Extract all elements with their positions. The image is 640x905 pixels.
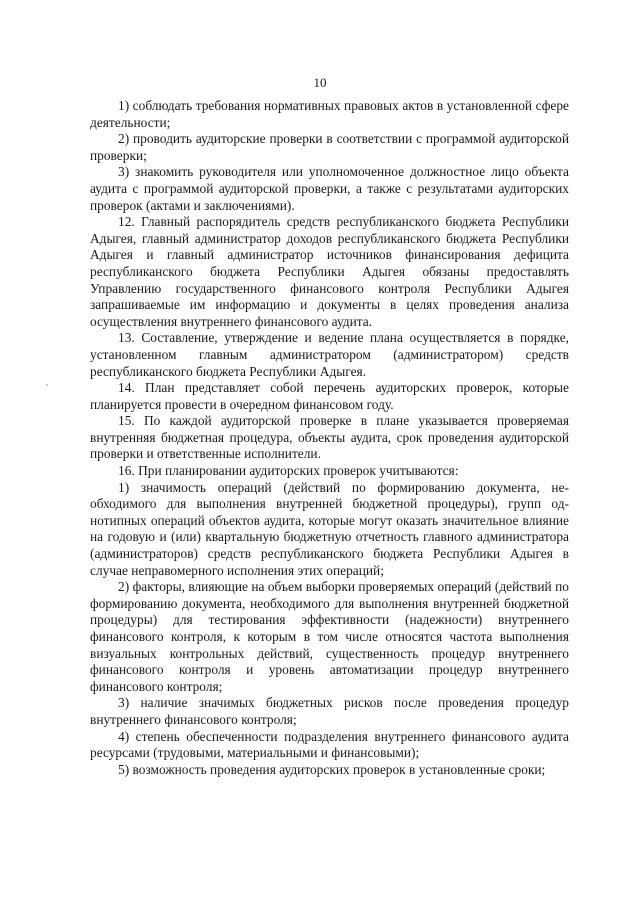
paragraph-factor-4: 4) степень обеспеченности подразделения внутреннего финансового аудита ресурсами (трудовыми, материальными и финансовыми); bbox=[90, 728, 569, 761]
paragraph-section-14: 14. План представляет собой перечень аудиторских проверок, которые планируется провести в очередном финансовом году. bbox=[90, 380, 569, 412]
paragraph-factor-1: 1) значимость операций (действий по формированию документа, необходимого для выполнения внутренней бюджетной процедуры), групп однотипных операций объектов аудита, которые могут оказать значительное влияние на годовую и (или) квартальную бюджетную отчетность главного администратора (администраторов) средств республиканского бюджета Республики Адыгея в случае неправомерного исполнения этих операций; bbox=[90, 479, 569, 578]
page-number: 10 bbox=[313, 75, 327, 90]
margin-speck bbox=[46, 384, 48, 386]
paragraph-section-13: 13. Составление, утверждение и ведение плана осуществляется в порядке, установленном главным администратором (администратором) средств республиканского бюджета Республики Адыгея. bbox=[90, 330, 569, 379]
paragraph-section-12: 12. Главный распорядитель средств республиканского бюджета Республики Адыгея, главный администратор доходов республиканского бюджета Республики Адыгея и главный администратор источников финансирования дефицита республиканского бюджета Республики Адыгея обязаны предоставлять Управлению государственного финансового контроля Республики Адыгея запрашиваемые им информацию и документы в целях проведения анализа осуществления внутреннего финансового аудита. bbox=[90, 214, 569, 329]
paragraph-factor-2: 2) факторы, влияющие на объем выборки проверяемых операций (действий по формированию документа, необходимого для выполнения внутренней бюджетной процедуры) для тестирования эффективности (надежности) внутреннего финансового контроля, к которым в том числе относятся частота выполнения визуальных контрольных действий, существенность процедур внутреннего финансового контроля и уровень автоматизации процедур внутреннего финансового контроля; bbox=[90, 579, 569, 694]
paragraph-factor-5: 5) возможность проведения аудиторских проверок в установленные сроки; bbox=[118, 761, 546, 777]
document-body bbox=[90, 98, 569, 778]
paragraph-duty-2: 2) проводить аудиторские проверки в соответствии с программой аудиторской проверки; bbox=[90, 131, 569, 163]
paragraph-duty-1: 1) соблюдать требования нормативных правовых актов в установленной сфере деятельности; bbox=[90, 98, 569, 130]
paragraph-section-16: 16. При планировании аудиторских проверок учитываются: bbox=[118, 463, 459, 479]
paragraph-section-15: 15. По каждой аудиторской проверке в плане указывается проверяемая внутренняя бюджетная процедура, объекты аудита, срок проведения аудиторской проверки и ответственные исполнители. bbox=[90, 413, 569, 462]
paragraph-duty-3: 3) знакомить руководителя или уполномоченное должностное лицо объекта аудита с программой аудиторской проверки, а также с результатами аудиторских проверок (актами и заключениями). bbox=[90, 164, 569, 213]
paragraph-factor-3: 3) наличие значимых бюджетных рисков после проведения процедур внутреннего финансового контроля; bbox=[90, 695, 569, 727]
